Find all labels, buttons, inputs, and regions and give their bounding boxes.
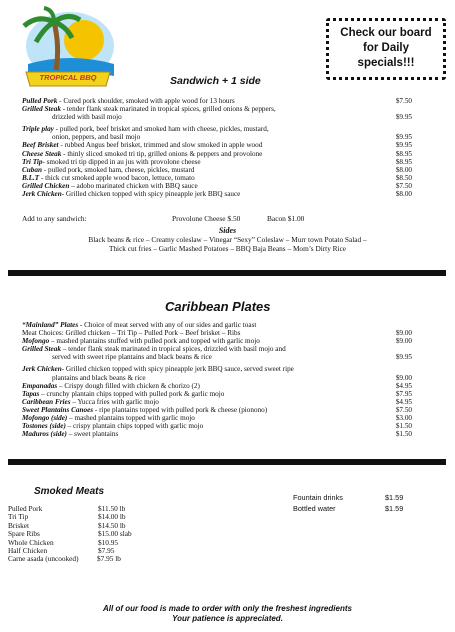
item-desc: – mashed plantains stuffed with pulled pork and topped with garlic mojo <box>49 337 260 346</box>
menu-item <box>22 414 412 422</box>
sides-title: Sides <box>218 226 237 235</box>
sandwich-menu <box>22 97 412 198</box>
footer-line-1: All of our food is made to order with only the freshest ingredients <box>103 604 352 613</box>
section-divider <box>8 459 446 465</box>
drinks-list <box>293 492 418 514</box>
item-price: $1.50 <box>395 430 412 439</box>
menu-item <box>22 382 412 390</box>
item-price: $9.95 <box>395 353 412 362</box>
item-name: Carne asada (uncooked) <box>8 554 79 564</box>
item-price: $1.59 <box>385 504 404 513</box>
list-item <box>8 513 158 521</box>
item-desc: - Grilled chicken topped with spicy pineapple jerk BBQ sauce, served sweet ripe <box>61 365 294 374</box>
item-price: $8.50 <box>395 173 412 182</box>
item-desc: – mashed plantains topped with garlic mojo <box>67 414 195 423</box>
item-name: Tri Tip <box>22 157 43 166</box>
item-desc-cont: drizzled with basil mojo <box>52 113 122 122</box>
item-name: Cheese Steak <box>22 149 62 158</box>
item-price: $7.50 <box>395 405 412 414</box>
item-price: $14.00 lb <box>98 512 126 522</box>
daily-specials-box <box>326 18 446 80</box>
item-name: Grilled Chicken <box>22 181 70 190</box>
menu-item <box>22 125 412 141</box>
item-price: $10.95 <box>98 537 119 547</box>
menu-item <box>22 365 412 381</box>
board-line-2: for Daily <box>362 42 409 54</box>
item-price: $9.00 <box>395 373 412 382</box>
smoked-meats-title: Smoked Meats <box>34 486 105 497</box>
item-price: $4.95 <box>395 397 412 406</box>
item-desc: - smoked tri tip dipped in au jus with provolone cheese <box>42 157 201 166</box>
item-name: Mofongo <box>22 337 50 346</box>
menu-item <box>22 190 412 198</box>
caribbean-section-title: Caribbean Plates <box>165 299 271 314</box>
menu-item <box>22 329 412 337</box>
item-desc-cont: plantains and black beans & rice <box>52 373 146 382</box>
item-desc: - pulled pork, smoked ham, cheese, pickles, mustard <box>41 165 195 174</box>
caribbean-menu <box>22 321 412 438</box>
menu-item <box>22 430 412 438</box>
menu-item <box>22 182 412 190</box>
item-desc: - Cured pork shoulder, smoked with apple wood for 13 hours <box>57 97 235 105</box>
item-name: Caribbean Fries <box>22 397 71 406</box>
item-name: Jerk Chicken <box>22 365 62 374</box>
menu-item <box>22 97 412 105</box>
item-price: $14.50 lb <box>98 520 126 530</box>
item-desc: - ripe plantains topped with pulled pork & cheese (pionono) <box>93 405 268 414</box>
section-divider <box>8 270 446 276</box>
addon-bacon: Bacon $1.00 <box>267 214 305 223</box>
logo-text: TROPICAL BBQ <box>39 73 97 82</box>
item-desc: - pulled pork, beef brisket and smoked ham with cheese, pickles, mustard, <box>53 125 269 134</box>
menu-item <box>22 150 412 158</box>
item-price: $9.95 <box>395 133 412 142</box>
item-price: $4.95 <box>395 381 412 390</box>
item-price: $8.00 <box>395 190 412 199</box>
list-item <box>8 505 158 513</box>
item-name: Beef Brisket <box>22 141 59 150</box>
item-price: $8.95 <box>395 149 412 158</box>
item-desc: - thick cut smoked apple wood bacon, lettuce, tomato <box>39 173 195 182</box>
sides-line-1: Black beans & rice – Creamy coleslaw – Vinegar “Sexy” Coleslaw – Murr town Potato Salad – <box>88 235 367 244</box>
item-name: Brisket <box>8 520 30 530</box>
item-desc: – Crispy dough filled with chicken & chorizo (2) <box>57 381 200 390</box>
item-desc: – adobo marinated chicken with BBQ sauce <box>69 181 198 190</box>
item-desc: – crunchy plantain chips topped with pulled pork & garlic mojo <box>39 389 225 398</box>
item-name: Tostones (side) <box>22 422 66 431</box>
footer-line-2: Your patience is appreciated. <box>172 614 283 623</box>
item-price: $9.95 <box>395 113 412 122</box>
menu-item <box>22 406 412 414</box>
item-price: $7.95 lb <box>97 554 121 564</box>
footer-note <box>0 604 455 624</box>
menu-item <box>22 141 412 149</box>
item-desc: - Choice of meat served with any of our sides and garlic toast <box>78 321 257 329</box>
item-price: $8.00 <box>395 165 412 174</box>
list-item <box>293 503 418 514</box>
item-name: Triple play <box>22 125 54 134</box>
item-name: Fountain drinks <box>293 493 343 502</box>
item-name: Tri Tip <box>8 512 29 522</box>
item-name: “Mainland” Plates <box>22 321 79 329</box>
list-item <box>8 555 168 563</box>
item-desc: - rubbed Angus beef brisket, trimmed and slow smoked in apple wood <box>58 141 263 150</box>
item-price: $1.59 <box>385 493 404 502</box>
item-name: Mofongo (side) <box>22 414 68 423</box>
item-price: $9.00 <box>395 329 412 338</box>
item-name: Tapas <box>22 389 40 398</box>
item-name: Cuban <box>22 165 42 174</box>
item-name: Bottled water <box>293 504 336 513</box>
menu-item <box>22 105 412 121</box>
list-item <box>293 492 418 503</box>
item-name: Whole Chicken <box>8 537 54 547</box>
item-desc: - Grilled chicken topped with spicy pineapple jerk BBQ sauce <box>61 190 241 199</box>
item-name: Spare Ribs <box>8 529 40 539</box>
item-name: Grilled Steak <box>22 105 61 114</box>
item-name: Half Chicken <box>8 545 48 555</box>
menu-item <box>22 398 412 406</box>
menu-item <box>22 158 412 166</box>
item-desc: – crispy plantain chips topped with garlic mojo <box>65 422 204 431</box>
menu-item <box>22 390 412 398</box>
item-name: Grilled Steak <box>22 345 61 354</box>
item-desc-cont: served with sweet ripe plantains and black beans & rice <box>52 353 212 362</box>
item-price: $8.95 <box>395 157 412 166</box>
item-price: $7.95 <box>98 545 115 555</box>
menu-item <box>22 337 412 345</box>
item-desc: – Yucca fries with garlic mojo <box>70 397 159 406</box>
item-price: $15.00 slab <box>98 529 132 539</box>
item-price: $11.50 lb <box>98 504 126 513</box>
sandwich-section-title: Sandwich + 1 side <box>170 75 261 87</box>
item-price: $1.50 <box>395 422 412 431</box>
item-desc: - thinly sliced smoked tri tip, grilled onions & peppers and provolone <box>61 149 263 158</box>
item-name: Sweet Plantains Canoes <box>22 405 94 414</box>
menu-item <box>22 345 412 361</box>
addon-cheese: Provolone Cheese $.50 <box>172 214 241 223</box>
item-name: Pulled Pork <box>22 97 58 105</box>
tropical-bbq-logo <box>14 6 122 90</box>
item-name: Maduros (side) <box>22 430 67 439</box>
item-name: Pulled Pork <box>8 504 43 513</box>
menu-item <box>22 166 412 174</box>
item-desc: - tender flank steak marinated in tropical spices, grilled onions & peppers, <box>60 105 276 114</box>
board-line-1: Check our board <box>340 27 432 39</box>
item-name: B.L.T <box>22 173 40 182</box>
item-desc-cont: onion, peppers, and basil mojo <box>52 133 141 142</box>
item-price: $7.50 <box>395 181 412 190</box>
menu-item <box>22 174 412 182</box>
item-price: $9.00 <box>395 337 412 346</box>
item-desc: – tender flank steak marinated in tropical spices, drizzled with basil mojo and <box>60 345 286 354</box>
item-desc: – sweet plantains <box>66 430 119 439</box>
board-line-3: specials!!! <box>357 57 415 69</box>
item-name: Jerk Chicken <box>22 190 62 199</box>
item-price: $7.95 <box>395 389 412 398</box>
addon-label: Add to any sandwich: <box>22 214 87 223</box>
sides-line-2: Thick cut fries – Garlic Mashed Potatoes – BBQ Baja Beans – Mom’s Dirty Rice <box>108 243 347 253</box>
sides-list <box>40 236 415 253</box>
item-price: $9.95 <box>395 141 412 150</box>
item-name: Empanadas <box>22 381 58 390</box>
item-price: $3.00 <box>395 414 412 423</box>
item-price: $7.50 <box>395 97 412 105</box>
smoked-meats-list <box>8 505 168 564</box>
menu-item <box>22 422 412 430</box>
meat-choices: Meat Choices: Grilled chicken – Tri Tip – Pulled Pork – Beef brisket – Ribs <box>22 329 241 338</box>
menu-item <box>22 321 412 329</box>
